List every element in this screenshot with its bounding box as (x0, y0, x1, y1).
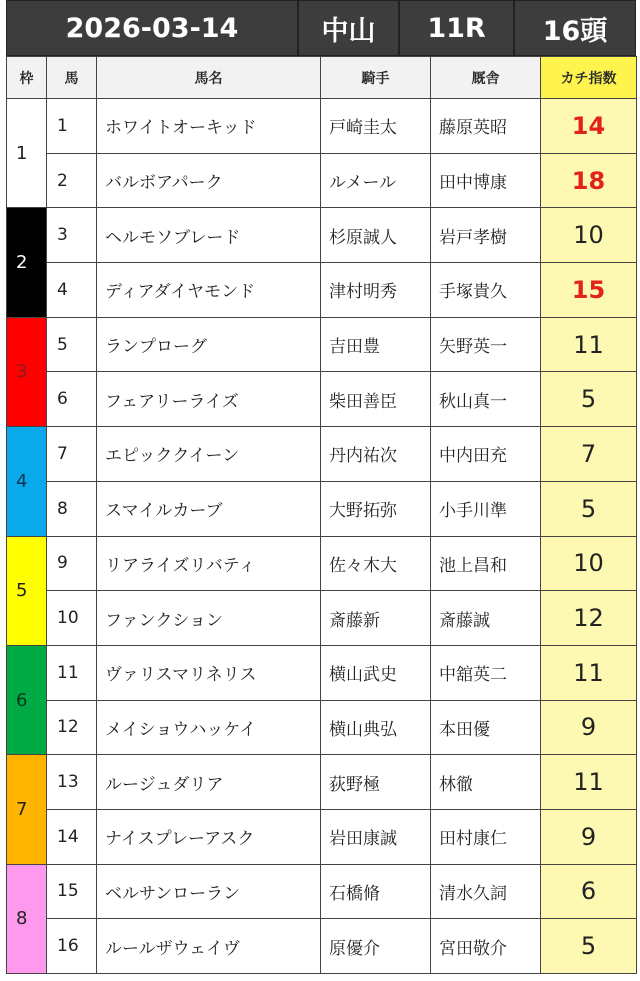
col-kachi-index: カチ指数 (541, 57, 637, 99)
horse-number: 12 (47, 700, 97, 755)
jockey-name: 岩田康誠 (321, 809, 431, 864)
kachi-index: 5 (541, 481, 637, 536)
trainer-name: 清水久詞 (431, 864, 541, 919)
col-name: 馬名 (97, 57, 321, 99)
waku-cell: 3 (7, 317, 47, 426)
waku-cell: 1 (7, 99, 47, 208)
table-row (7, 591, 637, 646)
kachi-index: 9 (541, 809, 637, 864)
col-uma: 馬 (47, 57, 97, 99)
table-row (7, 755, 637, 810)
jockey-name: 横山典弘 (321, 700, 431, 755)
trainer-name: 秋山真一 (431, 372, 541, 427)
trainer-name: 矢野英一 (431, 317, 541, 372)
kachi-index: 11 (541, 755, 637, 810)
jockey-name: ルメール (321, 153, 431, 208)
waku-cell: 4 (7, 427, 47, 536)
horse-number: 13 (47, 755, 97, 810)
horse-name: ランプローグ (97, 317, 321, 372)
jockey-name: 横山武史 (321, 645, 431, 700)
jockey-name: 杉原誠人 (321, 208, 431, 263)
horse-number: 11 (47, 645, 97, 700)
trainer-name: 手塚貴久 (431, 263, 541, 318)
race-header (6, 0, 636, 56)
horse-number: 15 (47, 864, 97, 919)
trainer-name: 田中博康 (431, 153, 541, 208)
jockey-name: 石橋脩 (321, 864, 431, 919)
table-row (7, 645, 637, 700)
race-venue: 中山 (299, 1, 400, 55)
kachi-index: 10 (541, 536, 637, 591)
entry-rows (7, 99, 637, 974)
horse-name: メイショウハッケイ (97, 700, 321, 755)
trainer-name: 中内田充 (431, 427, 541, 482)
trainer-name: 宮田敬介 (431, 919, 541, 974)
jockey-name: 原優介 (321, 919, 431, 974)
jockey-name: 佐々木大 (321, 536, 431, 591)
horse-name: ヘルモソブレード (97, 208, 321, 263)
horse-name: スマイルカーブ (97, 481, 321, 536)
kachi-index: 10 (541, 208, 637, 263)
horse-name: リアライズリバティ (97, 536, 321, 591)
horse-name: ファンクション (97, 591, 321, 646)
col-trainer: 厩舎 (431, 57, 541, 99)
trainer-name: 岩戸孝樹 (431, 208, 541, 263)
kachi-index: 18 (541, 153, 637, 208)
kachi-index: 6 (541, 864, 637, 919)
kachi-index: 9 (541, 700, 637, 755)
race-number: 11R (400, 1, 515, 55)
horse-number: 14 (47, 809, 97, 864)
kachi-index: 12 (541, 591, 637, 646)
column-header-row (7, 57, 637, 99)
horse-number: 3 (47, 208, 97, 263)
jockey-name: 丹内祐次 (321, 427, 431, 482)
table-row (7, 809, 637, 864)
trainer-name: 田村康仁 (431, 809, 541, 864)
horse-name: ヴァリスマリネリス (97, 645, 321, 700)
horse-name: ディアダイヤモンド (97, 263, 321, 318)
horse-number: 7 (47, 427, 97, 482)
waku-cell: 2 (7, 208, 47, 317)
horse-name: ホワイトオーキッド (97, 99, 321, 154)
kachi-index: 15 (541, 263, 637, 318)
horse-name: ルールザウェイヴ (97, 919, 321, 974)
horse-number: 2 (47, 153, 97, 208)
kachi-index: 7 (541, 427, 637, 482)
jockey-name: 津村明秀 (321, 263, 431, 318)
horse-name: ルージュダリア (97, 755, 321, 810)
trainer-name: 小手川準 (431, 481, 541, 536)
horse-name: エピッククイーン (97, 427, 321, 482)
jockey-name: 吉田豊 (321, 317, 431, 372)
trainer-name: 中舘英二 (431, 645, 541, 700)
horse-number: 16 (47, 919, 97, 974)
horse-number: 4 (47, 263, 97, 318)
trainer-name: 本田優 (431, 700, 541, 755)
kachi-index: 5 (541, 919, 637, 974)
table-row (7, 317, 637, 372)
horse-name: フェアリーライズ (97, 372, 321, 427)
horse-number: 8 (47, 481, 97, 536)
runner-count: 16頭 (542, 15, 608, 47)
table-row (7, 481, 637, 536)
waku-cell: 7 (7, 755, 47, 864)
table-row (7, 263, 637, 318)
horse-name: バルボアパーク (97, 153, 321, 208)
kachi-index: 11 (541, 645, 637, 700)
table-row (7, 153, 637, 208)
horse-number: 6 (47, 372, 97, 427)
horse-number: 9 (47, 536, 97, 591)
trainer-name: 林徹 (431, 755, 541, 810)
waku-cell: 5 (7, 536, 47, 645)
col-waku: 枠 (7, 57, 47, 99)
jockey-name: 戸崎圭太 (321, 99, 431, 154)
table-row (7, 536, 637, 591)
table-row (7, 427, 637, 482)
race-date: 2026-03-14 (7, 1, 299, 55)
waku-cell: 6 (7, 645, 47, 754)
trainer-name: 池上昌和 (431, 536, 541, 591)
kachi-index: 11 (541, 317, 637, 372)
jockey-name: 柴田善臣 (321, 372, 431, 427)
table-row (7, 700, 637, 755)
horse-name: ナイスプレーアスク (97, 809, 321, 864)
col-jockey: 騎手 (321, 57, 431, 99)
table-row (7, 919, 637, 974)
jockey-name: 大野拓弥 (321, 481, 431, 536)
kachi-index: 14 (541, 99, 637, 154)
horse-number: 10 (47, 591, 97, 646)
jockey-name: 斎藤新 (321, 591, 431, 646)
table-row (7, 864, 637, 919)
trainer-name: 藤原英昭 (431, 99, 541, 154)
jockey-name: 荻野極 (321, 755, 431, 810)
horse-name: ベルサンローラン (97, 864, 321, 919)
horse-number: 5 (47, 317, 97, 372)
waku-cell: 8 (7, 864, 47, 973)
table-row (7, 208, 637, 263)
kachi-index: 5 (541, 372, 637, 427)
table-row (7, 99, 637, 154)
entry-table (6, 56, 637, 974)
trainer-name: 斎藤誠 (431, 591, 541, 646)
race-card (6, 0, 636, 974)
horse-number: 1 (47, 99, 97, 154)
table-row (7, 372, 637, 427)
